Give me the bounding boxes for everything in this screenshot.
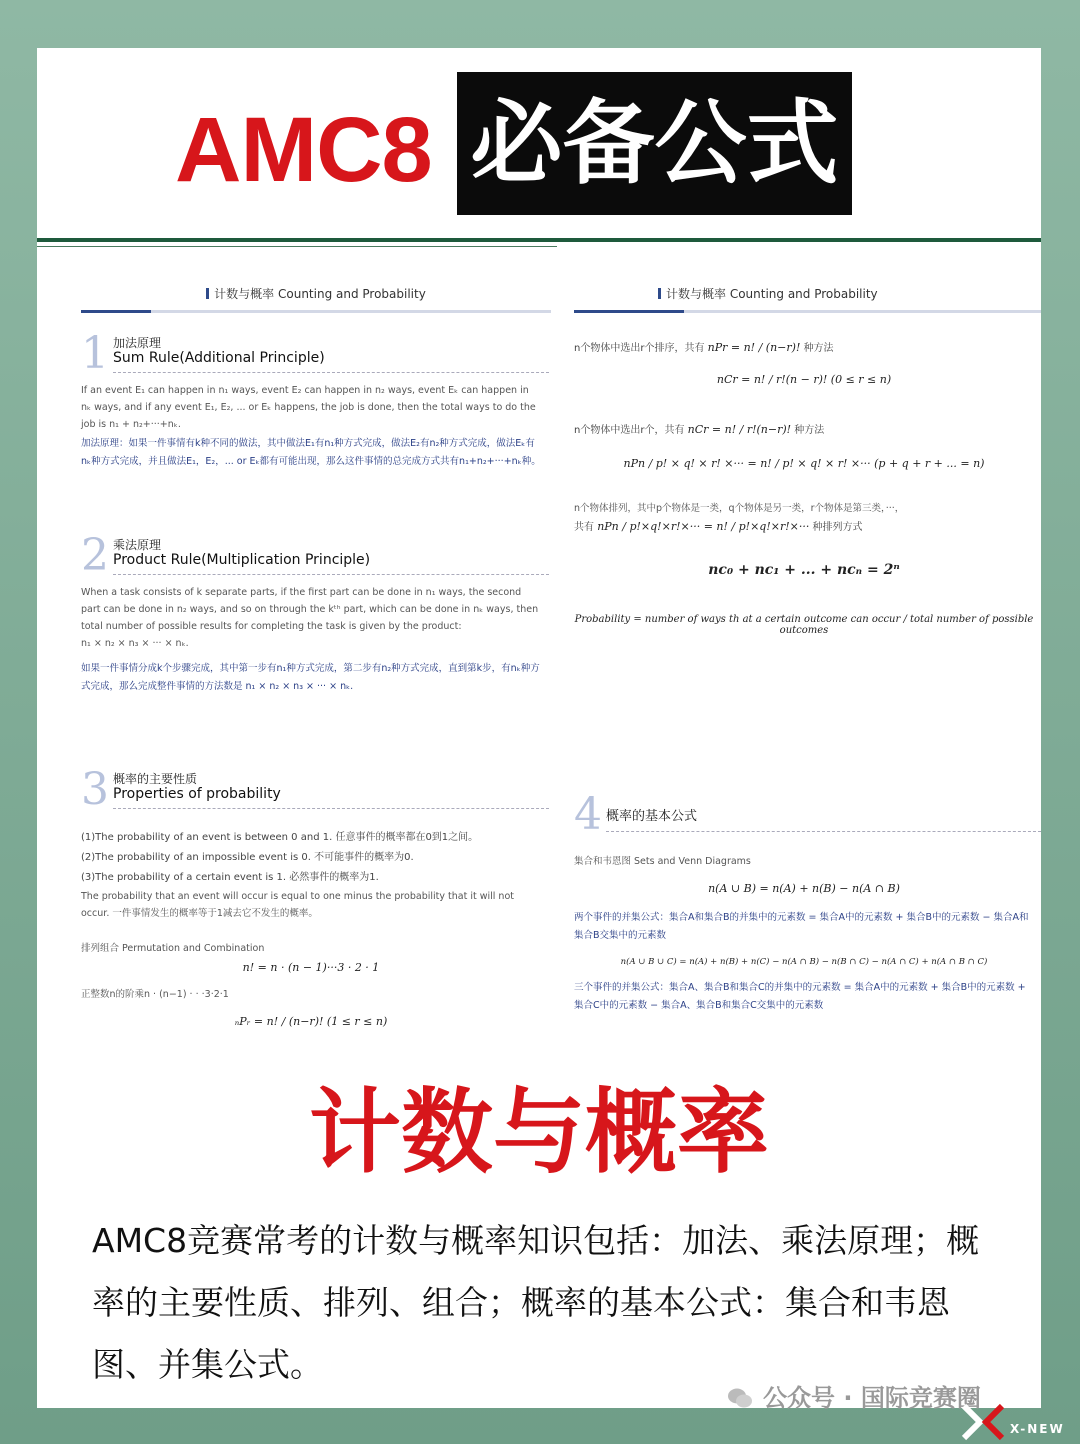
combination-formula-2: nCr = n! / r!(n−r)! [687, 423, 792, 436]
property-item: (1)The probability of an event is between 0 and 1. 任意事件的概率都在0到1之间。 [81, 832, 479, 843]
title-formulas: 必备公式 [457, 72, 852, 215]
union2-formula: n(A ∪ B) = n(A) + n(B) − n(A ∩ B) [708, 882, 900, 895]
permutation-formula: ₙPᵣ = n! / (n−r)! (1 ≤ r ≤ n) [234, 1015, 388, 1028]
union3-cn: 三个事件的并集公式：集合A、集合B和集合C的并集中的元素数 = 集合A中的元素数 + 集合B中的元素数 + 集合C中的元素数 − 集合A、集合B和集合C交集中的元素数 [574, 982, 1026, 1011]
binomial-sum-formula: nc₀ + nc₁ + ... + ncₙ = 2ⁿ [708, 562, 900, 578]
product-rule-en: When a task consists of k separate parts, if the first part can be done in n₁ ways, the second part can be done in n₂ ways, and so on through the kᵗʰ part, which can be done in nₖ ways, then total number of possible results for completing the task is given by the product: [81, 587, 539, 632]
product-rule-cn: 如果一件事情分成k个步骤完成，其中第一步有n₁种方式完成，第二步有n₂种方式完成，直到第k步，有nₖ种方式完成，那么完成整件事情的方法数是 n₁ × n₂ × n₃ × ··· × nₖ. [81, 663, 540, 692]
section-number: 3 [81, 764, 109, 815]
sum-rule-en: If an event E₁ can happen in n₁ ways, event E₂ can happen in n₂ ways, event Eₖ can happen in nₖ ways, and if any event E₁, E₂, ... or Eₖ happens, the job is done, then the total ways to do the job is n₁ + n₂+···+nₖ. [81, 385, 536, 430]
union2-cn: 两个事件的并集公式：集合A和集合B的并集中的元素数 = 集合A中的元素数 + 集合B中的元素数 − 集合A和集合B交集中的元素数 [574, 912, 1029, 941]
factorial-formula: n! = n · (n − 1)···3 · 2 · 1 [242, 961, 380, 974]
title-divider-thin [37, 246, 557, 247]
title-divider [37, 238, 1041, 242]
perm-comb-title: 排列组合 Permutation and Combination [81, 943, 265, 954]
perm-formula: nPr = n! / (n−r)! [707, 341, 801, 354]
section-number: 4 [574, 789, 602, 840]
brand-logo [958, 1400, 1078, 1444]
product-rule-formula: n₁ × n₂ × n₃ × ··· × nₖ. [81, 638, 189, 649]
section-title-cn: 加法原理 [113, 336, 162, 350]
section-title-en: Properties of probability [113, 786, 281, 802]
section-title-cn: 乘法原理 [113, 538, 162, 552]
venn-title: 集合和韦恩图 Sets and Venn Diagrams [574, 856, 751, 867]
probability-formula: Probability = number of ways th at a certain outcome can occur / total number of possible outcomes [574, 614, 1034, 636]
property-item: (2)The probability of an impossible event is 0. 不可能事件的概率为0. [81, 852, 414, 863]
multiset-label: n个物体排列，其中p个物体是一类，q个物体是另一类，r个物体是第三类，···， [574, 503, 905, 514]
left-column [81, 248, 551, 1028]
multinomial-formula: nPn / p! × q! × r! ×··· = n! / p! × q! × r! ×··· (p + q + r + ... = n) [623, 457, 985, 470]
title-amc8: AMC8 [175, 99, 432, 201]
section-number: 1 [81, 328, 109, 379]
x-logo-icon [958, 1400, 1008, 1444]
logo-text: X-NEW [1010, 1422, 1065, 1436]
right-column [574, 248, 1041, 1011]
section-title-en: Sum Rule(Additional Principle) [113, 350, 325, 366]
union3-formula: n(A ∪ B ∪ C) = n(A) + n(B) + n(C) − n(A ∩ B) − n(B ∩ C) − n(A ∩ C) + n(A ∩ B ∩ C) [620, 957, 988, 967]
banner-counting-probability: 计数与概率 [308, 1079, 769, 1186]
property-item: (3)The probability of a certain event is 1. 必然事件的概率为1. [81, 872, 379, 883]
multiset-line: 共有 nPn / p!×q!×r!×··· = n! / p!×q!×r!×··· 种排列方式 [574, 520, 863, 533]
section-title-en: Product Rule(Multiplication Principle) [113, 552, 371, 568]
section-title-cn: 概率的主要性质 [113, 772, 198, 786]
complement-rule: The probability that an event will occur is equal to one minus the probability that it will not occur. 一件事情发生的概率等于1减去它不发生的概率。 [81, 891, 514, 919]
multiset-formula: nPn / p!×q!×r!×··· = n! / p!×q!×r!×··· [597, 520, 810, 533]
combination-formula: nCr = n! / r!(n − r)! (0 ≤ r ≤ n) [716, 373, 892, 386]
section-number: 2 [81, 530, 109, 581]
sum-rule-cn: 加法原理：如果一件事情有k种不同的做法，其中做法E₁有n₁种方式完成，做法E₂有n₂种方式完成，做法Eₖ有nₖ种方式完成，并且做法E₁，E₂，... or Eₖ都有可能出现，那么这件事情的总完成方式共有n₁+n₂+···+nₖ种。 [81, 438, 541, 467]
section-title-cn: 概率的基本公式 [606, 809, 698, 824]
wechat-icon [727, 1387, 753, 1409]
factorial-cn: 正整数n的阶乘n · (n−1) · · ·3·2·1 [81, 989, 229, 1000]
description: AMC8竞赛常考的计数与概率知识包括：加法、乘法原理；概率的主要性质、排列、组合；概率的基本公式：集合和韦恩图、并集公式。 [92, 1221, 980, 1384]
poster-title [37, 72, 1041, 217]
combination-line: n个物体中选出r个，共有 nCr = n! / r!(n−r)! 种方法 [574, 423, 825, 436]
header-bar-icon [658, 288, 661, 299]
right-column-header: 计数与概率 Counting and Probability [574, 280, 1041, 313]
poster-card [37, 48, 1041, 1412]
perm-line: n个物体中选出r个排序，共有 nPr = n! / (n−r)! 种方法 [574, 341, 834, 354]
header-bar-icon [206, 288, 209, 299]
left-column-header: 计数与概率 Counting and Probability [81, 280, 551, 313]
watermark: 公众号 · 国际竞赛圈 [727, 1378, 981, 1413]
